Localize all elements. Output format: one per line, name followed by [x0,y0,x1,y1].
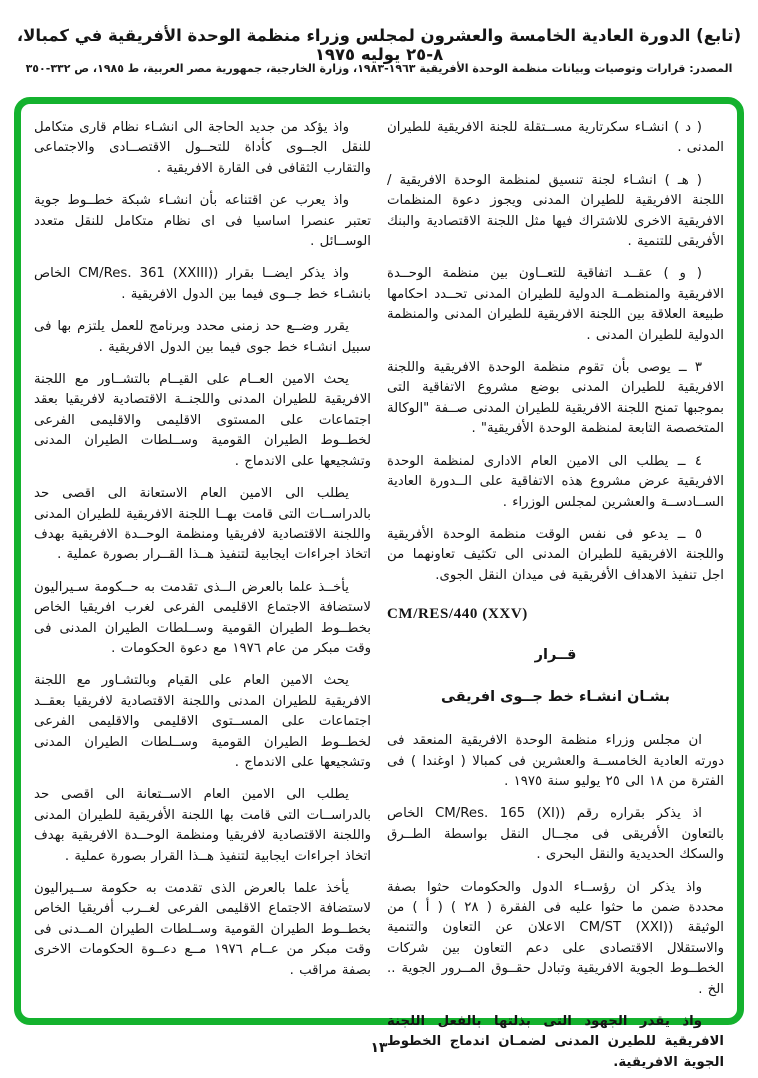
column-right [387,118,725,1070]
column-left [34,118,371,1008]
paragraph-notes-sierra-leone-offer-2: يأخذ علما بالعرض الذى تقدمت به حكومة ســيراليون لاستضافة الاجتماع الاقليمى الفرعى لغــرب أفريقيا الخاص بخطــوط الطيران القومية وســلطات الطيران المــدنى فى وقت مبكر من عــام ١٩٧٦ مــع دعــوة الحكومات الاخرى بصفة مراقب . [34,881,371,978]
resolution-heading: قــرار [534,647,577,664]
page-title: (تابع) الدورة العادية الخامسة والعشرون لمجلس وزراء منظمة الوحدة الأفريقية في كمبالا، ٨-٢٥ يوليه ١٩٧٥ [16,26,742,64]
paragraph-urges-sg-consult-1: يحث الامين العــام على القيــام بالتشــاور مع اللجنة الافريقية للطيران المدنى واللجنــة الاقتصادية لافريقيا بعقد اجتماعات على المستوى الاقليمى والاقليمى الفرعى لخطــوط الطيران القومية وســلطات الطيران المدنى وتشجيعها على الاندماج . [34,372,371,469]
paragraph-item-d: ( د ) انشـاء سكرتارية مســتقلة للجنة الافريقية للطيران المدنى . [387,120,724,156]
paragraph-reaffirming-need: واذ يؤكد من جديد الحاجة الى انشـاء نظام قارى متكامل للنقل الجــوى كأداة للتحــول الاقتصــادى والاجتماعى والتقارب الثقافى فى القارة الافريقية . [34,120,371,176]
paragraph-recalling-heads-of-state: واذ يذكر ان رؤســاء الدول والحكومات حثوا بصفة محددة ضمن ما حثوا عليه فى الفقرة ( ٢٨ ) ( أ ) من الوثيقة (CM/ST (XXI) الاعلان عن التعاون والتنمية والاستقلال الاقتصادى على دعم التعاون بين شركات الخطــوط الجوية الافريقية وتبادل حقــوق المــرور الجوية .. الخ . [387,879,725,997]
paragraph-item-w: ( و ) عقــد اتفاقية للتعــاون بين منظمة الوحــدة الافريقية والمنظمــة الدولية للطيران المدنى تحــدد احكامها طبيعة العلاقة بين اللجنة الافريقية للطيران المدنى والمنظمة الدولية للطيران المدنى . [387,266,724,343]
paragraph-clause-5: ٥ ــ يدعو فى نفس الوقت منظمة الوحدة الأفريقية واللجنة الافريقية للطيران المدنى الى تكثيف تعاونهما من اجل تنفيذ الاهداف الأفريقية فى ميدان النقل الجوى. [387,526,724,583]
page-number: ١٣ [370,1040,388,1056]
resolution-subject-heading: بشـان انشـاء خط جــوى افريقى [441,689,670,706]
paragraph-recalling-res-361: واذ يذكر ايضــا بقرار (CM/Res. 361 (XXIII) الخاص بانشـاء خط جــوى فيما بين الدول الافريقية . [34,266,371,302]
paragraph-requests-sg-studies-2: يطلب الى الامين العام الاســتعانة الى اقصى حد بالدراســات التى قامت بها اللجنة الأفريقية للطيران المدنى واللجنة الاقتصادية لافريقيا ومنظمة الوحــدة الافريقية بهدف اتخاذ اجراءات ايجابية لتنفيذ هــذا القرار بصورة عملية . [34,787,371,864]
paragraph-item-h: ( هـ ) انشـاء لجنة تنسيق لمنظمة الوحدة الافريقية / اللجنة الافريقية للطيران المدنى ويجوز دعوة المنظمات الافريقية الاخرى للاشتراك فيها مثل اللجنة الاقتصادية والبنك الأفريقى للتنمية . [387,172,724,250]
source-line: المصدر: قرارات وتوصيات وبيانات منظمة الوحدة الأفريقية ١٩٦٣-١٩٨٣، وزارة الخارجية، جمهورية مصر العربية، ط ١٩٨٥، ص ٣٣٢-٣٥٠ [25,62,733,75]
paragraph-clause-3: ٣ ــ يوصى بأن تقوم منظمة الوحدة الافريقية واللجنة الافريقية للطيران المدنى بوضع مشروع الاتفاقية التى بموجبها تمنح اللجنة الافريقية للطيران المدنى صــفة "الوكالة المتخصصة التابعة لمنظمة الوحدة الأفريقية" . [387,360,724,437]
paragraph-preamble-council: ان مجلس وزراء منظمة الوحدة الافريقية المنعقد فى دورته العادية الخامســة والعشرين فى كمبالا ( اوغندا ) فى الفترة من ١٨ الى ٢٥ يوليو سنة ١٩٧٥ . [387,733,724,789]
paragraph-requests-sg-studies-1: يطلب الى الامين العام الاستعانة الى اقصى حد بالدراســات التى قامت بهــا اللجنة الافريقية للطيران المدنى واللجنة الاقتصادية لافريقيا ومنظمة الوحــدة الافريقية بهدف اتخاذ اجراءات ايجابية لتنفيذ هــذا القــرار بصورة عملية . [34,486,371,563]
paragraph-urges-sg-consult-2: يحث الامين العام على القيام وبالتشـاور مع اللجنة الافريقية للطيران المدنى واللجنة الاقتصادية لافريقيا بعقــد اجتماعات على المســتوى الاقليمى والاقليمى الفرعى لخطــوط الطيران القومية وســلطات الطيران المدنى وتشجيعها على الاندماج . [34,673,371,770]
paragraph-conviction-network: واذ يعرب عن اقتناعه بأن انشـاء شبكة خطــوط جوية تعتبر عنصرا اساسيا فى اى نظام متكامل للنقل متعدد الوســائل . [34,193,371,250]
paragraph-appreciating-efforts: واذ يقدر الجهود التى بذلتها بالفعل اللجنة الافريقية للطيرن المدنى لضمـان اندماج الخطوط الجوية الافريقية. [387,1014,724,1070]
paragraph-notes-sierra-leone-offer-1: يأخــذ علما بالعرض الــذى تقدمت به حــكومة سـيراليون لاستضافة الاجتماع الاقليمى الفرعى لغرب افريقيا الخاص بخطــوط الطيران القومية وســلطات الطيران المدنى فى وقت مبكر من عام ١٩٧٦ مع دعوة الحكومات . [34,579,371,656]
paragraph-clause-4: ٤ ــ يطلب الى الامين العام الادارى لمنظمة الوحدة الافريقية عرض مشروع هذه الاتفاقية على الــدورة العادية الســادســة والعشرين لمجلس الوزراء . [387,453,724,510]
paragraph-recalling-res-165: اذ يذكر بقراره رقم (CM/Res. 165 (XI) الخاص بالتعاون الأفريقى فى مجــال النقل بواسطة الطــرق والسكك الحديدية والنقل البحرى . [387,806,724,863]
resolution-reference-code: CM/RES/440 (XXV) [387,606,528,623]
paragraph-decides-timeline: يقرر وضــع حد زمنى محدد وبرنامج للعمل يلتزم بها فى سبيل انشـاء خط جوى فيما بين الدول الافريقية . [34,319,371,355]
